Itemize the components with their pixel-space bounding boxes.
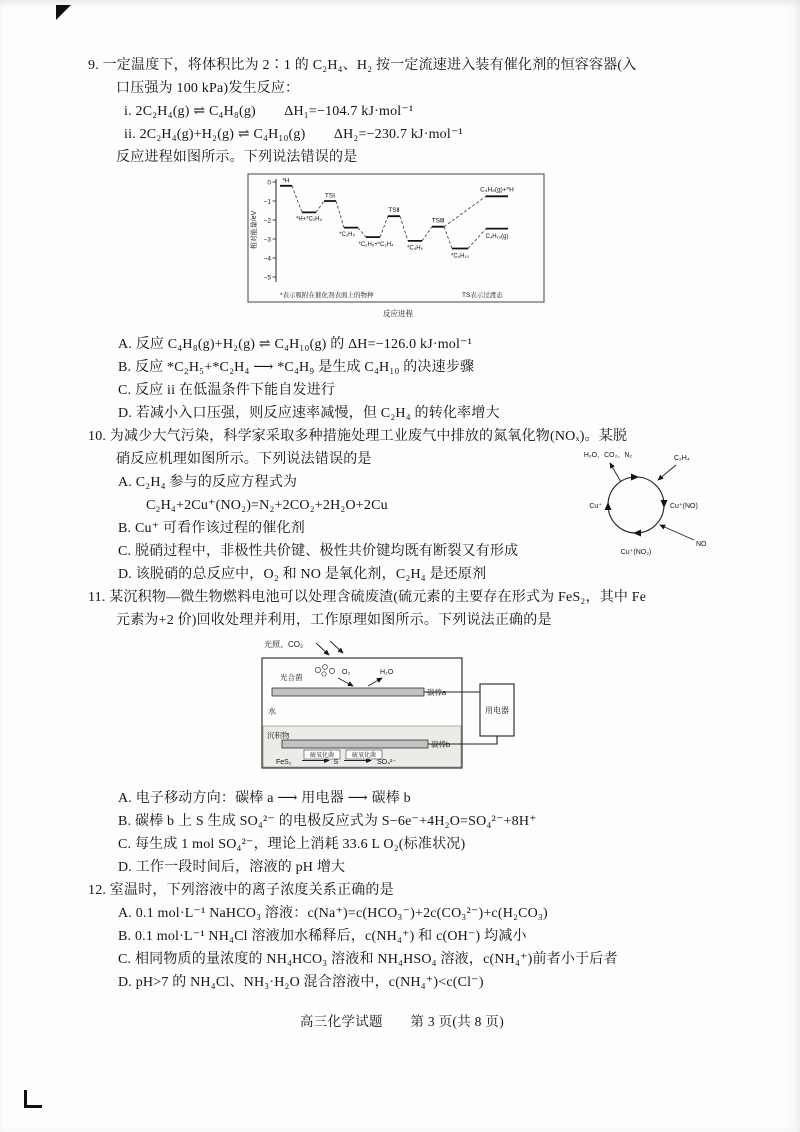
q10-option-d: D. 该脱硝的总反应中，O₂ 和 NO 是氧化剂，C₂H₄ 是还原剂 bbox=[118, 567, 487, 582]
q9-equation-1: i. 2C₂H₄(g) ⇌ C₄H₈(g) ΔH₁=−104.7 kJ·mol⁻¹ bbox=[124, 104, 414, 119]
fes2-label: FeS₂ bbox=[276, 759, 292, 766]
o2-arrow bbox=[338, 678, 353, 686]
photo-bacteria-label: 光合菌 bbox=[280, 673, 303, 682]
fuel-cell-figure bbox=[256, 636, 528, 776]
photo-bacteria-cluster bbox=[315, 665, 334, 677]
cycle-direction-arrows bbox=[605, 474, 668, 537]
so4-label: SO₄²⁻ bbox=[377, 759, 396, 766]
q9-stem-line1: 9. 一定温度下，将体积比为 2∶1 的 C₂H₄、H₂ 按一定流速进入装有催化剂的恒容容器(入 bbox=[88, 58, 637, 73]
q10-option-a-equation: C₂H₄+2Cu⁺(NO₂)=N₂+2CO₂+2H₂O+2Cu bbox=[146, 498, 388, 513]
energy-label-ts2: TSⅡ bbox=[388, 207, 400, 214]
h2o-label: H₂O bbox=[380, 669, 394, 676]
light-ray-arrow-2 bbox=[330, 641, 343, 653]
tick-2: −2 bbox=[263, 217, 271, 225]
sediment-label: 沉积物 bbox=[267, 731, 290, 740]
q11-option-c: C. 每生成 1 mol SO₄²⁻，理论上消耗 33.6 L O₂(标准状况) bbox=[118, 837, 466, 852]
q11-option-b: B. 碳棒 b 上 S 生成 SO₄²⁻ 的电极反应式为 S−6e⁻+4H₂O=SO₄²⁻+8H⁺ bbox=[118, 814, 537, 829]
q9-option-b: B. 反应 *C₂H₅+*C₂H₄ ⟶ *C₄H₉ 是生成 C₄H₁₀ 的决速步骤 bbox=[118, 360, 475, 375]
q10-mechanism-diagram bbox=[558, 447, 726, 566]
q9-stem-line2: 口压强为 100 kPa)发生反应： bbox=[116, 81, 300, 96]
cycle-cu-label: Cu⁺ bbox=[589, 503, 602, 510]
cycle-cu-no-label: Cu⁺(NO) bbox=[670, 503, 698, 510]
y-axis-label: 相对能量/eV bbox=[251, 210, 258, 250]
tick-5: −5 bbox=[263, 274, 271, 282]
q9-stem-line3: 反应进程如图所示。下列说法错误的是 bbox=[116, 150, 358, 165]
carbon-rod-b bbox=[282, 740, 428, 748]
rod-a-label: 碳棒a bbox=[427, 688, 447, 697]
energy-label-ts1: TSⅠ bbox=[324, 192, 336, 200]
cycle-products-label: H₂O、CO₂、N₂ bbox=[583, 452, 633, 459]
corner-mark-bottom-left bbox=[24, 1090, 42, 1108]
q9-option-d: D. 若减小入口压强，则反应速率减慢，但 C₂H₄ 的转化率增大 bbox=[118, 406, 500, 421]
o2-label: O₂ bbox=[342, 669, 351, 676]
h2o-arrow bbox=[368, 678, 382, 686]
q10-option-a: A. C₂H₄ 参与的反应方程式为 bbox=[118, 475, 298, 490]
energy-label-c2h5-c2h4: *C₂H₅+*C₂H₄ bbox=[358, 242, 394, 248]
question-11 bbox=[88, 586, 716, 879]
page-footer: 高三化学试题 第 3 页(共 8 页) bbox=[300, 1014, 504, 1029]
q12-option-b: B. 0.1 mol·L⁻¹ NH₄Cl 溶液加水稀释后，c(NH₄⁺) 和 c(OH⁻) 均减小 bbox=[118, 929, 527, 944]
catalytic-cycle-figure bbox=[558, 447, 726, 561]
corner-mark-top-left bbox=[56, 5, 71, 20]
c2h4-in-arrow bbox=[658, 465, 676, 480]
q11-stem-line2: 元素为+2 价)回收处理并利用，工作原理如图所示。下列说法正确的是 bbox=[116, 613, 552, 628]
cycle-c2h4-label: C₂H₄ bbox=[674, 455, 690, 462]
light-ray-arrow-1 bbox=[316, 643, 329, 655]
light-co2-label: 光照、CO₂ bbox=[264, 640, 304, 649]
q10-stem-line1: 10. 为减少大气污染，科学家采取多种措施处理工业废气中排放的氮氧化物(NOₓ)。某脱 bbox=[88, 429, 628, 444]
no-in-arrow bbox=[660, 525, 694, 540]
energy-label-c4h8-g: C₄H₈(g)+*H bbox=[480, 186, 514, 194]
tick-1: −1 bbox=[263, 198, 271, 206]
y-axis-ticks bbox=[264, 180, 276, 282]
question-9 bbox=[88, 54, 716, 425]
q11-option-a: A. 电子移动方向：碳棒 a ⟶ 用电器 ⟶ 碳棒 b bbox=[118, 791, 411, 806]
energy-note-ts: TS表示过渡态 bbox=[462, 292, 503, 299]
cycle-cu-no2-label: Cu⁺(NO₂) bbox=[620, 549, 652, 556]
exam-content bbox=[88, 54, 716, 1030]
energy-label-c4h10-ads: *C₄H₁₀ bbox=[451, 253, 469, 260]
q10-stem-line2: 硝反应机理如图所示。下列说法错误的是 bbox=[116, 452, 372, 467]
q9-equation-2: ii. 2C₂H₄(g)+H₂(g) ⇌ C₄H₁₀(g) ΔH₂=−230.7 kJ·mol⁻¹ bbox=[124, 127, 463, 142]
carbon-rod-a bbox=[272, 688, 424, 696]
q11-stem-line1: 11. 某沉积物—微生物燃料电池可以处理含硫废渣(硫元素的主要存在形式为 FeS₂，其中 Fe bbox=[88, 590, 647, 605]
rod-b-label: 碳棒b bbox=[431, 740, 451, 749]
sulfur-bacteria-label-2: 硫氧化菌 bbox=[351, 753, 377, 759]
tick-4: −4 bbox=[263, 255, 271, 263]
energy-label-ts3: TSⅢ bbox=[431, 217, 445, 225]
energy-profile-figure bbox=[246, 172, 546, 324]
energy-label-c2h5: *C₂H₅ bbox=[339, 232, 355, 238]
q10-option-c: C. 脱硝过程中，非极性共价键、极性共价键均既有断裂又有形成 bbox=[118, 544, 519, 559]
q9-energy-diagram bbox=[246, 172, 716, 329]
tick-3: −3 bbox=[263, 236, 271, 244]
sulfur-bacteria-label-1: 硫氧化菌 bbox=[309, 753, 335, 759]
q9-option-c: C. 反应 ii 在低温条件下能自发进行 bbox=[118, 383, 336, 398]
energy-label-c4h10-g: C₄H₁₀(g) bbox=[485, 234, 509, 240]
q11-fuel-cell-diagram bbox=[256, 636, 716, 781]
tick-0: 0 bbox=[267, 179, 271, 187]
q12-option-c: C. 相同物质的量浓度的 NH₄HCO₃ 溶液和 NH₄HSO₄ 溶液，c(NH₄⁺)前者小于后者 bbox=[118, 952, 618, 967]
energy-note-adsorbed: *表示吸附在催化剂表面上的物种 bbox=[280, 292, 374, 299]
cycle-no-label: NO bbox=[696, 541, 707, 548]
energy-label-h: *H bbox=[282, 177, 290, 185]
q12-stem: 12. 室温时，下列溶液中的离子浓度关系正确的是 bbox=[88, 883, 394, 898]
question-12 bbox=[88, 879, 716, 994]
question-10 bbox=[88, 425, 716, 586]
energy-label-h-c2h4: *H+*C₂H₄ bbox=[296, 216, 322, 223]
water-label: 水 bbox=[268, 707, 276, 716]
q12-option-d: D. pH>7 的 NH₄Cl、NH₃·H₂O 混合溶液中，c(NH₄⁺)<c(Cl⁻) bbox=[118, 975, 484, 990]
products-out-arrow bbox=[610, 463, 621, 482]
energy-label-c4h9: *C₄H₉ bbox=[407, 245, 423, 252]
q12-option-a: A. 0.1 mol·L⁻¹ NaHCO₃ 溶液：c(Na⁺)=c(HCO₃⁻)+2c(CO₃²⁻)+c(H₂CO₃) bbox=[118, 906, 548, 921]
q9-option-a: A. 反应 C₄H₈(g)+H₂(g) ⇌ C₄H₁₀(g) 的 ΔH=−126.0 kJ·mol⁻¹ bbox=[118, 337, 473, 352]
s-label: S bbox=[333, 759, 339, 766]
q10-option-b: B. Cu⁺ 可看作该过程的催化剂 bbox=[118, 521, 305, 536]
device-label: 用电器 bbox=[485, 706, 509, 715]
x-axis-label: 反应进程 bbox=[383, 309, 413, 318]
cycle-circle bbox=[608, 477, 664, 533]
q11-option-d: D. 工作一段时间后，溶液的 pH 增大 bbox=[118, 860, 346, 875]
